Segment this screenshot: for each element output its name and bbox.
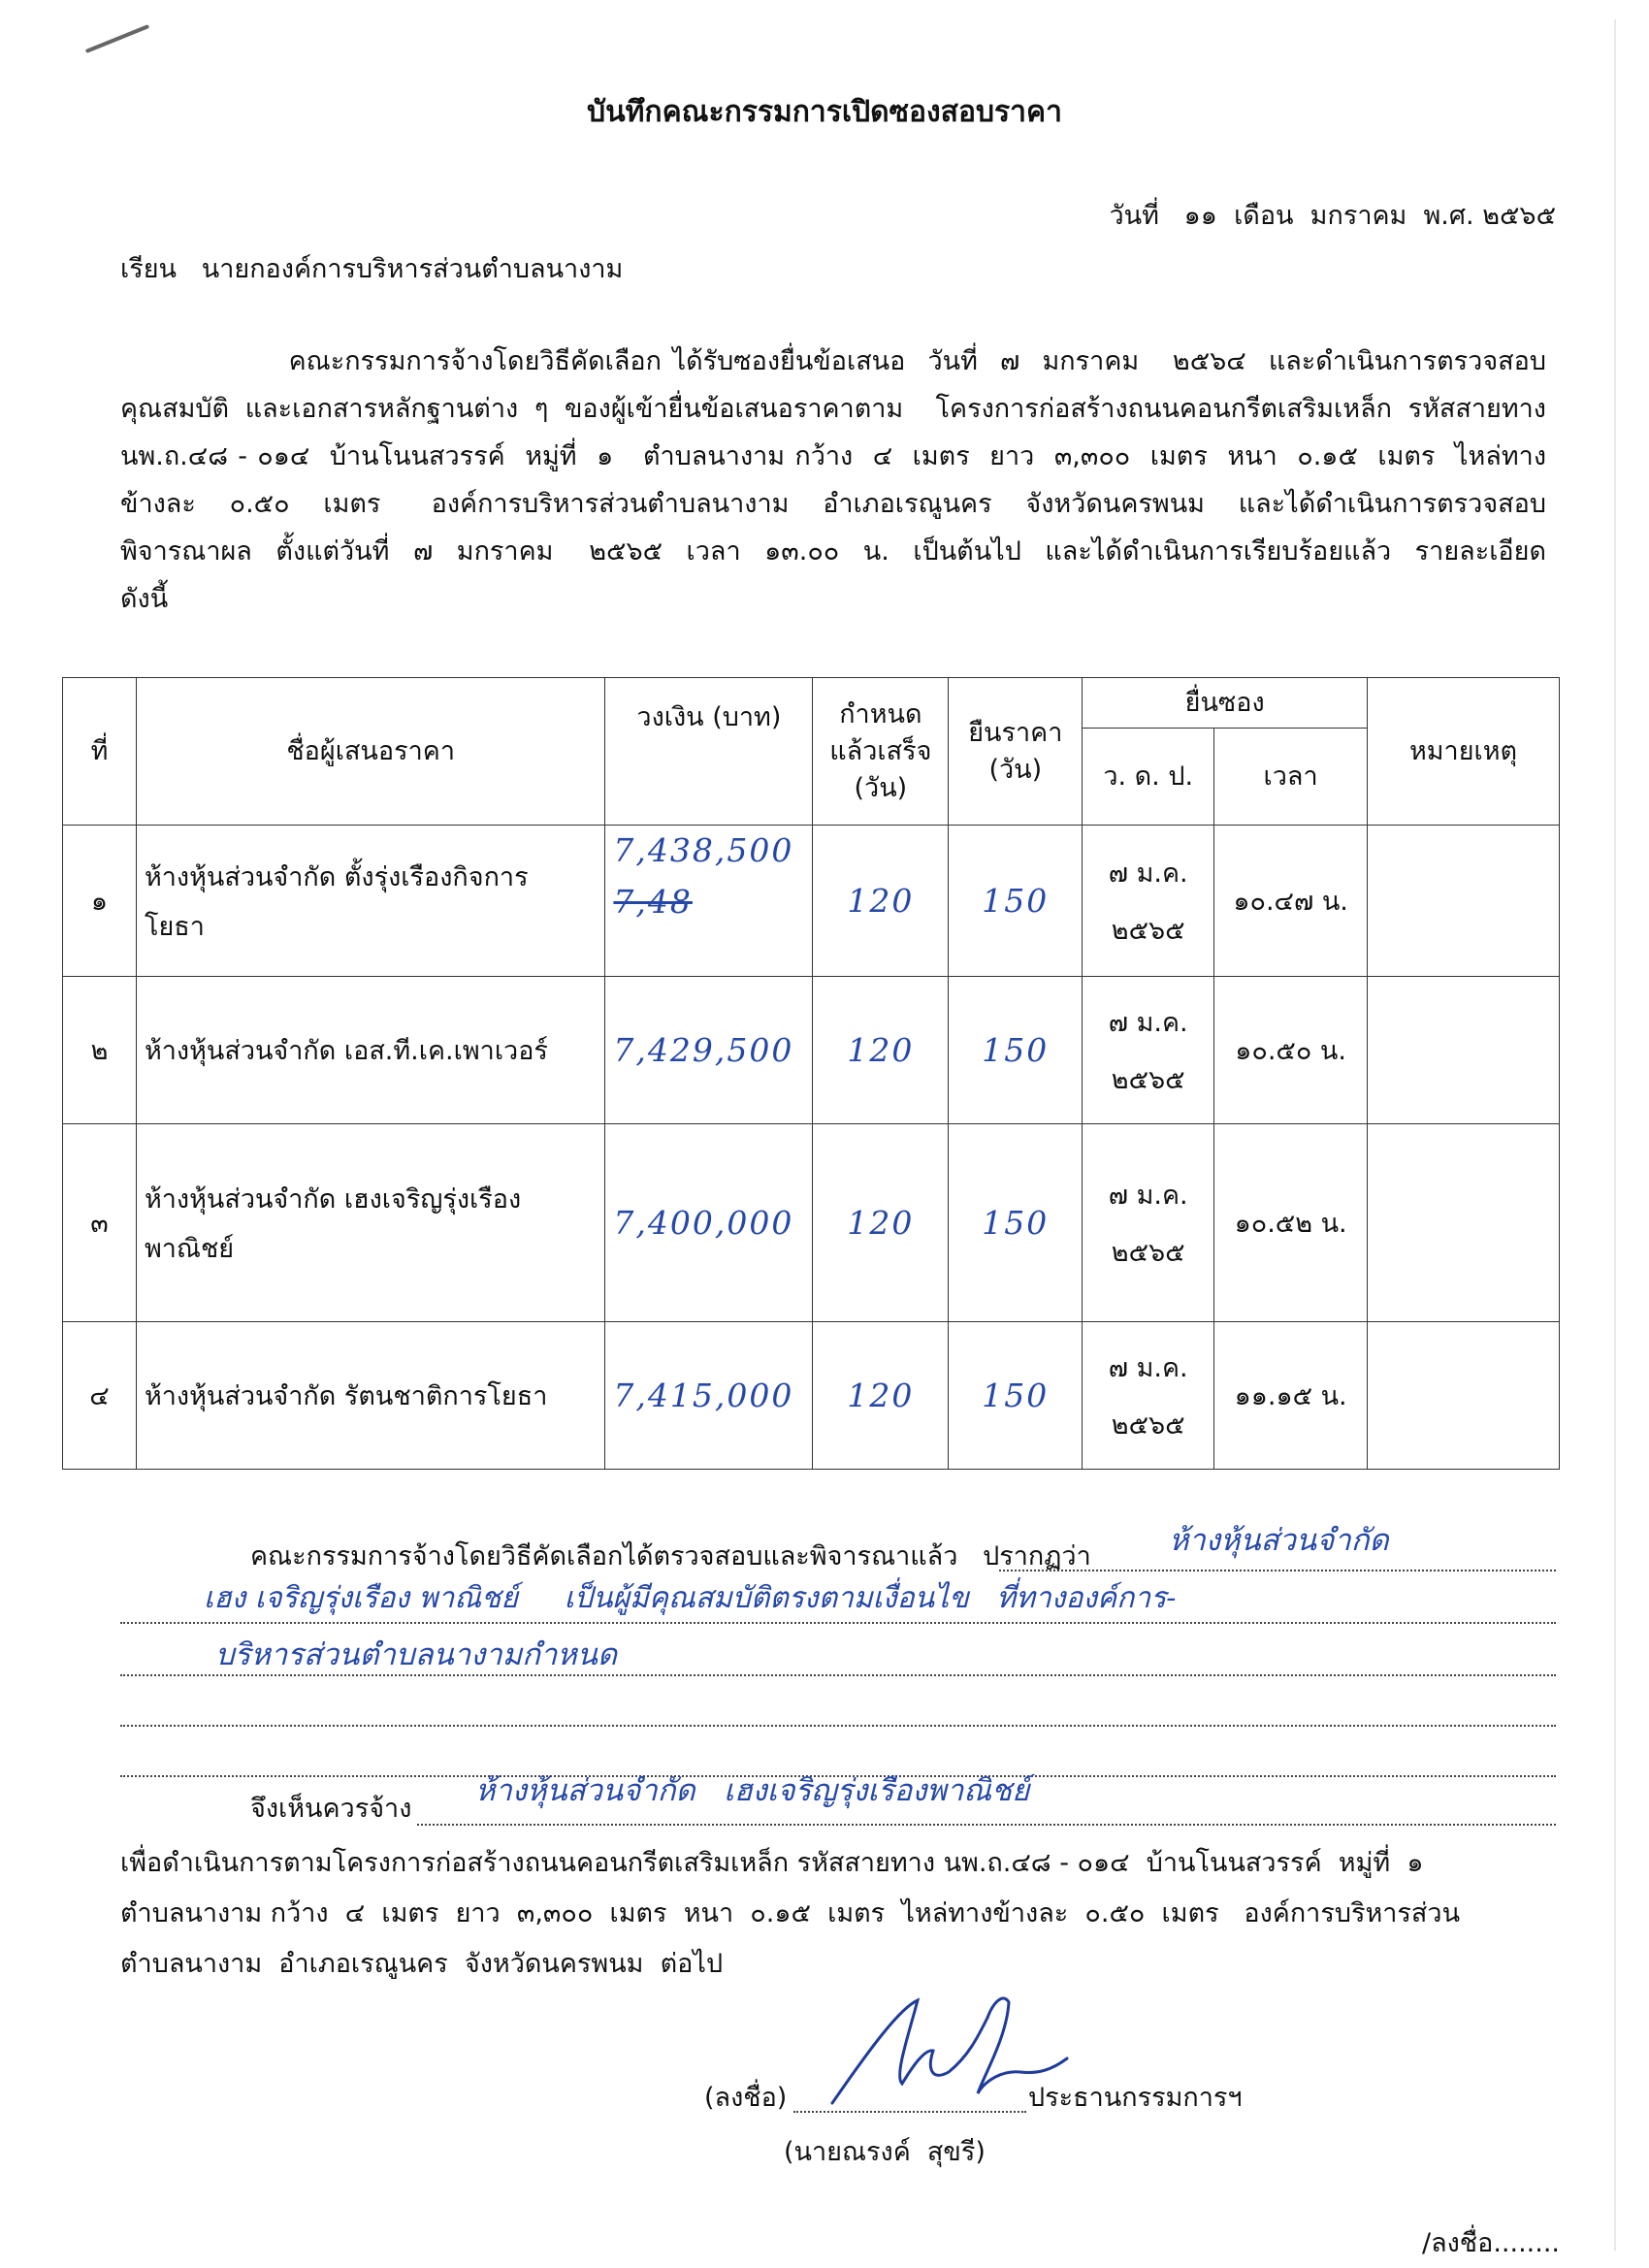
date-line: ๒๕๖๕ — [1111, 1409, 1185, 1441]
amount-struck: 7,48 — [613, 883, 693, 921]
scan-edge — [1614, 19, 1616, 2251]
bidder-line: ห้างหุ้นส่วนจำกัด เอส.ที.เค.เพาเวอร์ — [144, 1036, 548, 1066]
header-validity-line: (วัน) — [988, 754, 1043, 785]
row-time: ๑๐.๕๐ น. — [1214, 977, 1368, 1124]
header-validity-line: ยืนราคา — [968, 717, 1063, 748]
recipient-line: เรียน นายกองค์การบริหารส่วนตำบลนางาม — [120, 254, 624, 284]
row-validity: 150 — [949, 1322, 1083, 1470]
body-paragraph — [120, 338, 1546, 623]
bidder-line: โยธา — [144, 911, 205, 942]
row-amount: 7,429,500 — [605, 977, 813, 1124]
dotted-line — [417, 1824, 1556, 1826]
row-days: 120 — [813, 1124, 949, 1322]
signature-position: ประธานกรรมการฯ — [1028, 2083, 1243, 2113]
row-remarks — [1368, 1322, 1560, 1470]
date-line: ๗ ม.ค. — [1108, 1352, 1188, 1383]
date-line: ๗ ม.ค. — [1108, 1007, 1188, 1038]
date-line: ๒๕๖๕ — [1111, 1064, 1185, 1095]
result-handwriting: เฮง เจริญรุ่งเรือง พาณิชย์ เป็นผู้มีคุณสมบัติตรงตามเงื่อนไข ที่ทางองค์การ- — [204, 1581, 1177, 1615]
row-amount: 7,415,000 — [605, 1322, 813, 1470]
table-row — [63, 1124, 1560, 1322]
row-remarks — [1368, 977, 1560, 1124]
row-no: ๑ — [63, 826, 137, 977]
amount-value: 7,438,500 — [613, 831, 794, 869]
paragraph-line: คุณสมบัติ และเอกสารหลักฐานต่าง ๆ ของผู้เข้ายื่นข้อเสนอราคาตาม โครงการก่อสร้างถนนคอนกรีตเสริมเหล็ก รหัสสายทาง — [120, 394, 1546, 424]
row-date — [1083, 977, 1214, 1124]
header-time: เวลา — [1214, 729, 1368, 826]
date-line: ๗ ม.ค. — [1108, 858, 1188, 889]
signature-line — [793, 2111, 1026, 2113]
header-date: ว. ด. ป. — [1083, 729, 1214, 826]
header-no: ที่ — [63, 678, 137, 826]
header-deadline — [813, 678, 949, 826]
paragraph-line: ข้างละ ๐.๕๐ เมตร องค์การบริหารส่วนตำบลนางาม อำเภอเรณูนคร จังหวัดนครพนม และได้ดำเนินการตรวจสอบ — [120, 489, 1546, 519]
header-amount: วงเงิน (บาท) — [605, 678, 813, 826]
row-validity: 150 — [949, 1124, 1083, 1322]
bidder-line: พาณิชย์ — [144, 1233, 235, 1264]
result-lead: คณะกรรมการจ้างโดยวิธีคัดเลือกได้ตรวจสอบและพิจารณาแล้ว ปรากฏว่า — [250, 1541, 1091, 1571]
sign-label: (ลงชื่อ) — [704, 2083, 788, 2113]
row-amount — [605, 826, 813, 977]
row-days: 120 — [813, 826, 949, 977]
row-bidder — [136, 977, 604, 1124]
header-bidder: ชื่อผู้เสนอราคา — [136, 678, 604, 826]
bidder-line: ห้างหุ้นส่วนจำกัด เฮงเจริญรุ่งเรือง — [144, 1183, 522, 1215]
row-amount: 7,400,000 — [605, 1124, 813, 1322]
table-row — [63, 977, 1560, 1124]
result-handwriting: ห้างหุ้นส่วนจำกัด — [1169, 1523, 1389, 1558]
header-validity — [949, 678, 1083, 826]
row-validity: 150 — [949, 977, 1083, 1124]
paragraph-line: พิจารณาผล ตั้งแต่วันที่ ๗ มกราคม ๒๕๖๕ เวลา ๑๓.๐๐ น. เป็นต้นไป และได้ดำเนินการเรียบร้อยแล้ว รายละเอียด — [120, 536, 1546, 567]
row-no: ๓ — [63, 1124, 137, 1322]
header-deadline-line: กำหนด — [839, 698, 922, 729]
header-deadline-line: แล้วเสร็จ — [829, 735, 932, 766]
row-remarks — [1368, 1124, 1560, 1322]
paragraph-line: คณะกรรมการจ้างโดยวิธีคัดเลือก ได้รับซองยื่นข้อเสนอ วันที่ ๗ มกราคม ๒๕๖๔ และดำเนินการตรวจสอบ — [120, 346, 1546, 376]
row-bidder — [136, 1322, 604, 1470]
row-no: ๔ — [63, 1322, 137, 1470]
paragraph-line: นพ.ถ.๔๘ - ๐๑๔ บ้านโนนสวรรค์ หมู่ที่ ๑ ตำบลนางาม กว้าง ๔ เมตร ยาว ๓,๓๐๐ เมตร หนา ๐.๑๕ เมตร ไหล่ทาง — [120, 441, 1546, 471]
dotted-line — [999, 1570, 1556, 1571]
bidder-line: ห้างหุ้นส่วนจำกัด รัตนชาติการโยธา — [144, 1381, 548, 1411]
bidder-line: ห้างหุ้นส่วนจำกัด ตั้งรุ่งเรืองกิจการ — [144, 861, 529, 892]
row-days: 120 — [813, 977, 949, 1124]
purpose-line: เพื่อดำเนินการตามโครงการก่อสร้างถนนคอนกรีตเสริมเหล็ก รหัสสายทาง นพ.ถ.๔๘ - ๐๑๔ บ้านโนนสวรรค์ หมู่ที่ ๑ — [120, 1848, 1424, 1878]
document-title: บันทึกคณะกรรมการเปิดซองสอบราคา — [587, 95, 1062, 129]
purpose-line: ตำบลนางาม อำเภอเรณูนคร จังหวัดนครพนม ต่อไป — [120, 1949, 724, 1979]
document-date: วันที่ ๑๑ เดือน มกราคม พ.ศ. ๒๕๖๕ — [1109, 201, 1556, 231]
footer-sign: /ลงชื่อ........ — [1421, 2228, 1560, 2258]
row-no: ๒ — [63, 977, 137, 1124]
signer-name: (นายณรงค์ สุขรี) — [784, 2137, 986, 2167]
dotted-line — [120, 1622, 1556, 1624]
row-days: 120 — [813, 1322, 949, 1470]
row-time: ๑๐.๕๒ น. — [1214, 1124, 1368, 1322]
date-line: ๒๕๖๕ — [1111, 915, 1185, 946]
table-row — [63, 1322, 1560, 1470]
header-remarks: หมายเหตุ — [1368, 678, 1560, 826]
row-time: ๑๐.๔๗ น. — [1214, 826, 1368, 977]
pen-mark — [85, 24, 149, 53]
row-date — [1083, 1322, 1214, 1470]
row-time: ๑๑.๑๕ น. — [1214, 1322, 1368, 1470]
result-handwriting: บริหารส่วนตำบลนางามกำหนด — [215, 1637, 618, 1672]
row-remarks — [1368, 826, 1560, 977]
table-row — [63, 826, 1560, 977]
hire-handwriting: ห้างหุ้นส่วนจำกัด เฮงเจริญรุ่งเรืองพาณิชย์ — [475, 1773, 1030, 1808]
header-submission: ยื่นซอง — [1083, 678, 1368, 729]
hire-label: จึงเห็นควรจ้าง — [250, 1794, 412, 1824]
date-line: ๗ ม.ค. — [1108, 1180, 1188, 1211]
dotted-line — [120, 1725, 1556, 1727]
purpose-line: ตำบลนางาม กว้าง ๔ เมตร ยาว ๓,๓๐๐ เมตร หนา ๐.๑๕ เมตร ไหล่ทางข้างละ ๐.๕๐ เมตร องค์การบริหารส่วน — [120, 1898, 1461, 1928]
row-date — [1083, 826, 1214, 977]
bid-table — [62, 677, 1560, 1470]
row-bidder — [136, 826, 604, 977]
date-line: ๒๕๖๕ — [1111, 1237, 1185, 1268]
header-deadline-line: (วัน) — [854, 772, 908, 803]
paragraph-line: ดังนี้ — [120, 584, 169, 614]
row-date — [1083, 1124, 1214, 1322]
row-bidder — [136, 1124, 604, 1322]
row-validity: 150 — [949, 826, 1083, 977]
